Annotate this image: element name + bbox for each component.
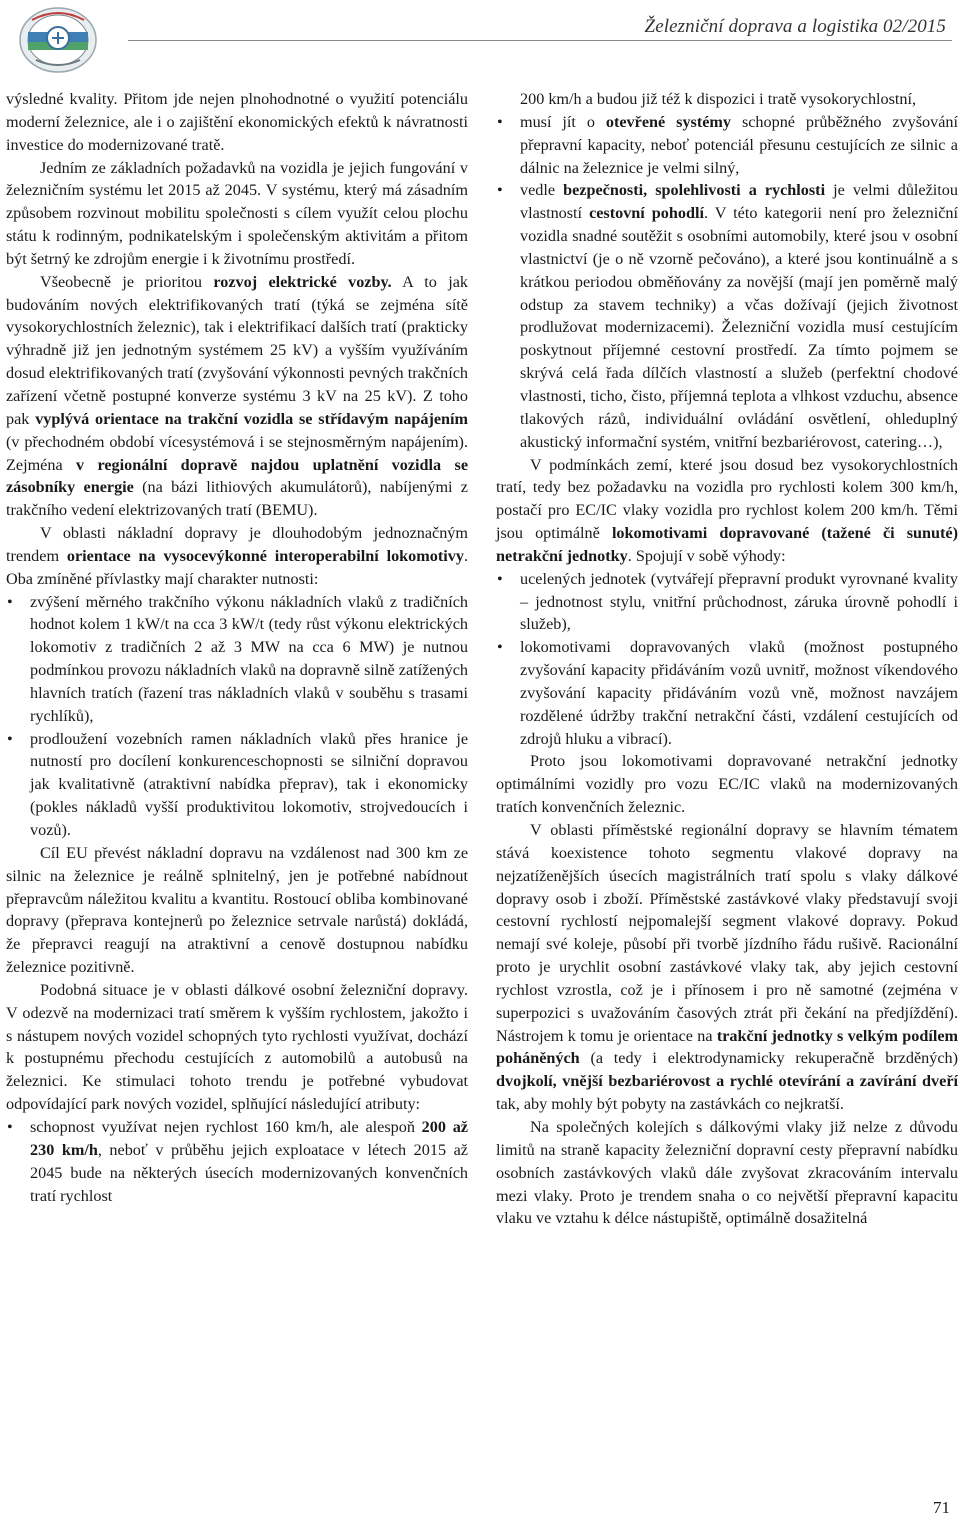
right-column xyxy=(496,88,958,1230)
list-item xyxy=(496,111,958,180)
text-run: schopnost využívat nejen rychlost 160 km/h, ale alespoň xyxy=(30,1117,422,1136)
text-run: (na bázi lithiových akumulátorů), nabíjenými z trakčního vedení elektrizovaných tratí (BEMU). xyxy=(6,478,468,520)
list-item: • zvýšení měrného trakčního výkonu nákladních vlaků z tradičních hodnot kolem 1 kW/t na cca 3 kW/t (tedy růst výkonu elektrických lokomotiv z tradičních 2 až 3 MW na cca 6 MW) je nutnou podmínkou provozu nákladních vlaků na dopravně silně zatížených hlavních tratích (řazení tras nákladních vlaků v souběhu s trasami rychlíků), xyxy=(6,591,468,728)
text-run: tak, aby mohly být pobyty na zastávkách co nejkratší. xyxy=(496,1095,844,1114)
bold-text: 200 až 230 km/h xyxy=(30,1117,468,1159)
text-run: je velmi důležitou vlastností xyxy=(520,181,958,223)
text-run: (a tedy i elektrodynamicky rekuperačně brzděných) xyxy=(579,1049,958,1068)
list-item xyxy=(496,179,958,453)
bold-text: dvojkolí, vnější bezbariérovost a rychlé otevírání a zavírání dveří xyxy=(496,1072,958,1091)
bold-text: v regionální dopravě najdou uplatnění vozidla se zásobníky energie xyxy=(6,455,468,497)
bold-text: otevřené systémy xyxy=(605,112,731,131)
paragraph: Na společných kolejích s dálkovými vlaky již nelze z důvodu limitů na straně kapacity železniční dopravní cesty přepravní nabídku osobních zastávkových vlaků dále zvyšovat zkracováním intervalu mezi vlaky. Proto je trendem snaha o co největší přepravní kapacitu vlaku ve vztahu k délce nástupiště, optimálně dosažitelná xyxy=(496,1117,958,1228)
bold-text: lokomotivami dopravované (tažené či sunuté) netrakční jednotky xyxy=(496,524,959,565)
list-item: • prodloužení vozebních ramen nákladních vlaků přes hranice je nutností pro docílení konkurenceschopnosti se silniční dopravou jak kvalitativně (atraktivní nabídka přeprav), tak i ekonomicky (pokles nákladů vyšší produktivitou lokomotiv, strojvedoucích i vozů). xyxy=(6,728,468,842)
text-run: . V této kategorii není pro železniční vozidla snadné soutěžit s osobními automobily, které jsou v osobní vlastnictví (je o ně vzorně pečováno), a které jsou kontinuálně a s krátkou periodou obměňovány za novější (mají jen poměrně malý odstup za stavem techniky) a včas dožívají (jejich životnost prodlužovat modernizacemi). Železniční vozidla musí cestujícím poskytnout příjemné cestovní prostředí. Za tímto pojmem se skrývá celá řada dílčích vlastností a služeb (perfektní chodové vlastnosti, ticho, čisto, příjemná teplota a vlhkost vzduchu, absence tlakových rázů, individuální ovládání osvětlení, ohleduplný akustický informační systém, vnitřní bezbariérovost, catering…), xyxy=(520,204,958,451)
bullet-list xyxy=(6,1116,468,1207)
paragraph: Cíl EU převést nákladní dopravu na vzdálenost nad 300 km ze silnic na železnice je reálně splnitelný, jen je potřebné nabídnout přepravcům náležitou kvalitu a kvantitu. Rostoucí obliba kombinované dopravy (přeprava kontejnerů po železnice setrvale narůstá) dokládá, že přepravci reagují na atraktivní a cenově dostupnou nabídku železnice pozitivně. xyxy=(6,843,468,977)
list-item-continuation: 200 km/h a budou již též k dispozici i tratě vysokorychlostní, xyxy=(520,90,917,108)
journal-title: Železniční doprava a logistika 02/2015 xyxy=(644,16,946,37)
text-run: V oblasti příměstské regionální dopravy se hlavním tématem stává koexistence tohoto segmentu vlakové dopravy na nejzatíženějších úsecích magistrálních tratí spolu s vlaky dálkové dopravy osob i zboží. Příměstské zastávkové vlaky představují svoji cestovní rychlostí nejpomalejší segment vlakové dopravy. Pokud nemají své koleje, působí při tvorbě jízdního řádu rušivě. Racionální proto je urychlit osobní zastávkové vlaky tak, aby jejich cestovní rychlost vzrostla, což je i přínosem i pro ně samotné (zejména v superpozici s uvažováním časových ztrát při čekání na předjíždění). Nástrojem k tomu je orientace na xyxy=(496,821,958,1045)
text-run: . Spojují v sobě výhody: xyxy=(627,546,786,565)
text-run: , neboť v průběhu jejich exploatace v létech 2015 až 2045 bude na některých úsecích modernizovaných konvenčních tratí rychlost xyxy=(30,1140,468,1205)
text-run: Všeobecně je prioritou xyxy=(40,272,214,291)
text-run: schopné průběžného zvyšování přepravní kapacity, neboť potenciál přesunu cestujících ze silnic a dálnic na železnice je velmi silný, xyxy=(520,112,958,177)
text-run: vedle xyxy=(520,181,564,200)
bold-text: cestovní pohodlí xyxy=(589,204,704,223)
header-rule xyxy=(128,40,952,41)
page-number: 71 xyxy=(933,1498,950,1517)
paragraph: Proto jsou lokomotivami dopravované netrakční jednotky optimálními vozidly pro vozu EC/IC vlaků na modernizovaných tratích konvenčních železnic. xyxy=(496,752,958,817)
list-item: • lokomotivami dopravovaných vlaků (možnost postupného zvyšování kapacity přidáváním vozů uvnitř, možnost víkendového zvyšování kapacity přidáváním vozů vně, možnost navzájem rozdělené údržby trakční netrakční části, vzdálení cestujících od zdrojů hluku a vibrací). xyxy=(496,636,958,750)
text-run: V podmínkách zemí, které jsou dosud bez vysokorychlostních tratí, tedy bez požadavku na vozidla pro rychlosti kolem 300 km/h, postačí pro EC/IC vlaky vozidla pro rychlost kolem 200 km/h. Těmi jsou optimálně xyxy=(496,455,958,543)
text-run: . Oba zmíněné přívlastky mají charakter nutnosti: xyxy=(6,546,468,588)
paragraph xyxy=(496,454,958,568)
bold-text: vyplývá orientace na trakční vozidla se střídavým napájením xyxy=(35,409,468,428)
paragraph xyxy=(6,522,468,591)
bold-text: bezpečnosti, spolehlivosti a rychlosti xyxy=(563,181,826,200)
list-item xyxy=(6,1116,468,1207)
paragraph: výsledné kvality. Přitom jde nejen plnohodnotné o využití potenciálu moderní železnice, ale i o zajištění ekonomických efektů k návratnosti investice do modernizované tratě. xyxy=(6,90,468,154)
bullet-list xyxy=(496,568,958,751)
text-run: (v přechodném období vícesystémová i se stejnosměrným napájením). Zejména xyxy=(6,432,468,474)
list-item: • ucelených jednotek (vytvářejí přepravní produkt vyrovnané kvality – jednotnost stylu, vnitřní průchodnost, záruka úrovně pohodlí i služeb), xyxy=(496,568,958,637)
text-run: V oblasti nákladní dopravy je dlouhodobým jednoznačným trendem xyxy=(6,524,468,565)
paragraph xyxy=(6,271,468,522)
railway-logo-emblem xyxy=(18,6,98,74)
paragraph: Podobná situace je v oblasti dálkové osobní železniční dopravy. V odezvě na modernizaci tratí směrem k vyšším rychlostem, jakožto i s nástupem nových vozidel schopných tyto rychlosti využívat, dochází k postupnému přechodu cestujících z automobilů a autobusů na železnici. Ke stimulaci tohoto trendu je potřebné vybudovat odpovídající park nových vozidel, splňující následující atributy: xyxy=(6,980,468,1114)
text-run: A to jak budováním nových elektrifikovaných tratí (týká se zejména sítě vysokorychlostních železnic), tak i elektrifikací dalších tratí (prakticky výhradně již jen jednotným systémem 25 kV) a vyšším využíváním dosud elektrifikovaných tratí (zvyšování výkonnosti pevných trakčních zařízení včetně postupné konverze systému 3 kV na 25 kV). Z toho pak xyxy=(6,272,468,428)
text-run: musí jít o xyxy=(520,112,606,131)
bullet-list xyxy=(6,591,468,842)
paragraph xyxy=(496,819,958,1116)
bold-text: rozvoj elektrické vozby. xyxy=(213,272,392,291)
bold-text: trakční jednotky s velkým podílem poháněných xyxy=(496,1026,958,1068)
paragraph: Jedním ze základních požadavků na vozidla je jejich fungování v železničním systému let 2015 až 2045. V systému, který má zásadním způsobem rozvinout mobilitu společnosti s cílem využít celou plochu státu k rodinným, podnikatelským i společenským aktivitám a přitom být šetrný ke zdrojům energie i k životnímu prostředí. xyxy=(6,158,468,268)
left-column xyxy=(6,88,468,1207)
bullet-list xyxy=(496,88,958,454)
bold-text: orientace na vysocevýkonné interoperabilní lokomotivy xyxy=(66,546,464,565)
